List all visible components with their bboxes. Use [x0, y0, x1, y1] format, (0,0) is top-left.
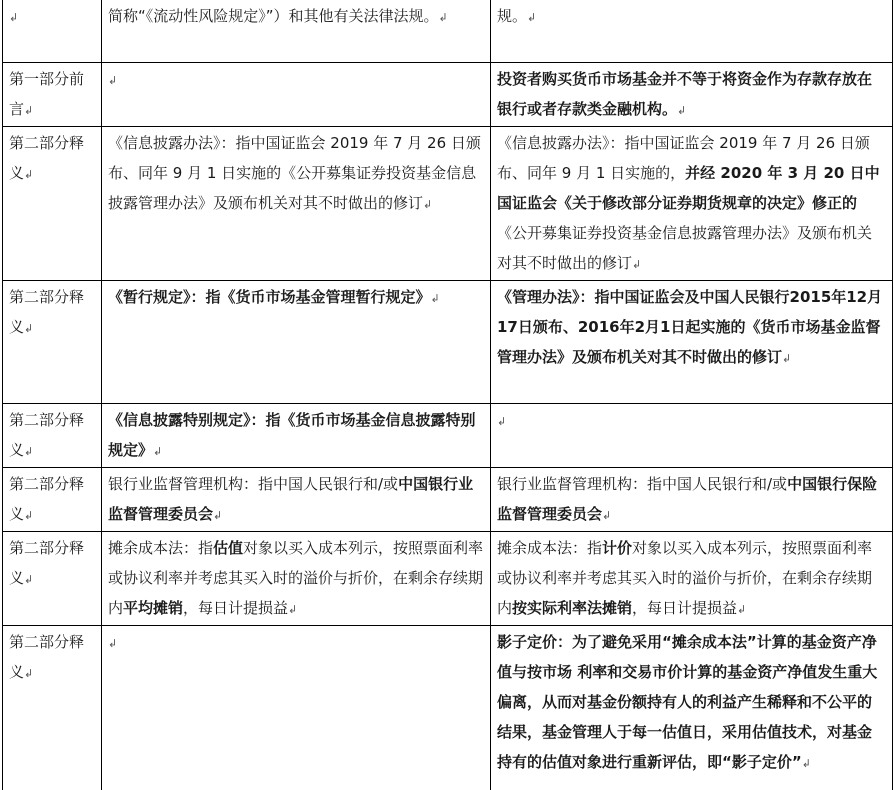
- revised-text-cell: [491, 626, 893, 790]
- revised-text-segment: 投资者购买货币市场基金并不等于将资金作为存款存放在银行或者存款类金融机构。: [497, 70, 873, 118]
- table-row: [3, 63, 893, 127]
- original-text-segment: 《信息披露办法》：指中国证监会 2019 年 7 月 26 日颁布、同年 9 月 1 日实施的《公开募集证券投资基金信息披露管理办法》及颁布机关对其不时做出的修订: [108, 134, 481, 212]
- section-cell: [3, 404, 102, 468]
- original-text-segment: 简称“《流动性风险规定》”）和其他有关法律法规。: [108, 7, 439, 25]
- revised-text-segment: 《信息披露办法》：指中国证监会 2019 年 7 月 26 日颁布、同年 9 月 1 日实施的，: [497, 134, 870, 182]
- original-text-segment: 《信息披露特别规定》：指《货币市场基金信息披露特别规定》: [108, 411, 476, 459]
- section-label: 第二部分释义: [9, 475, 85, 523]
- revised-text-segment: 按实际利率法摊销: [512, 599, 633, 617]
- revised-text-segment: 中国银行保险监督管理委员会: [497, 475, 878, 523]
- table-row: [3, 0, 893, 63]
- paragraph-mark-icon: [108, 74, 117, 87]
- paragraph-mark-icon: [737, 603, 746, 616]
- original-text-segment: 估值: [213, 539, 244, 557]
- section-cell: [3, 0, 102, 63]
- revised-text-segment: 《管理办法》：指中国证监会及中国人民银行2015年12月17日颁布、2016年2月1日起实施的《货币市场基金监督管理办法》: [497, 288, 883, 366]
- paragraph-mark-icon: [108, 637, 117, 650]
- original-text-cell: [102, 281, 491, 404]
- paragraph-mark-icon: [24, 509, 33, 522]
- revised-text-cell: [491, 468, 893, 532]
- original-text-cell: [102, 0, 491, 63]
- revised-text-segment: 并经 2020 年 3 月 20 日中国证监会《关于修改部分证券期货规章的决定》修正的: [497, 164, 880, 212]
- paragraph-mark-icon: [24, 168, 33, 181]
- section-cell: [3, 626, 102, 790]
- revised-text-cell: [491, 404, 893, 468]
- original-text-segment: 中国银行业监督管理委员会: [108, 475, 474, 523]
- paragraph-mark-icon: [24, 667, 33, 680]
- original-text-segment: ，每日计提损益: [183, 599, 289, 617]
- table-row: [3, 127, 893, 281]
- paragraph-mark-icon: [24, 322, 33, 335]
- revised-text-cell: [491, 281, 893, 404]
- original-text-segment: 摊余成本法：指: [108, 539, 214, 557]
- original-text-cell: [102, 626, 491, 790]
- section-label: 第一部分前言: [9, 70, 85, 118]
- revised-text-segment: 银行业监督管理机构：指中国人民银行和/或: [497, 475, 788, 493]
- original-text-segment: 平均摊销: [123, 599, 184, 617]
- table-row: [3, 532, 893, 626]
- table-row: [3, 404, 893, 468]
- revised-text-segment: 规。: [497, 7, 528, 25]
- revised-text-cell: [491, 0, 893, 63]
- original-text-segment: 对象以买入成本列示，按照票面利率或协议利率并考虑其买入时的溢价与折价，在剩余存续期内: [108, 539, 484, 617]
- original-text-cell: [102, 63, 491, 127]
- section-cell: [3, 281, 102, 404]
- revised-text-cell: [491, 127, 893, 281]
- paragraph-mark-icon: [527, 11, 536, 24]
- paragraph-mark-icon: [602, 509, 611, 522]
- revised-text-segment: 计价: [602, 539, 633, 557]
- revised-text-segment: 及颁布机关对其不时做出的修订: [572, 348, 783, 366]
- revised-text-segment: 《公开募集证券投资基金信息披露管理办法》及颁布机关对其不时做出的修订: [497, 224, 873, 272]
- paragraph-mark-icon: [431, 292, 440, 305]
- table-row: [3, 626, 893, 790]
- original-text-cell: [102, 127, 491, 281]
- paragraph-mark-icon: [9, 11, 18, 24]
- table-row: [3, 468, 893, 532]
- section-label: 第二部分释义: [9, 539, 85, 587]
- original-text-segment: 银行业监督管理机构：指中国人民银行和/或: [108, 475, 399, 493]
- paragraph-mark-icon: [153, 445, 162, 458]
- original-text-cell: [102, 532, 491, 626]
- paragraph-mark-icon: [439, 11, 448, 24]
- comparison-table-body: [3, 0, 893, 790]
- paragraph-mark-icon: [423, 198, 432, 211]
- revised-text-cell: [491, 532, 893, 626]
- paragraph-mark-icon: [213, 509, 222, 522]
- paragraph-mark-icon: [24, 445, 33, 458]
- table-row: [3, 281, 893, 404]
- revised-text-segment: ，每日计提损益: [632, 599, 738, 617]
- paragraph-mark-icon: [802, 757, 811, 770]
- paragraph-mark-icon: [24, 573, 33, 586]
- paragraph-mark-icon: [632, 258, 641, 271]
- section-label: 第二部分释义: [9, 134, 85, 182]
- section-cell: [3, 468, 102, 532]
- original-text-cell: [102, 468, 491, 532]
- comparison-table: [2, 0, 893, 790]
- revised-text-segment: 摊余成本法：指: [497, 539, 603, 557]
- paragraph-mark-icon: [24, 104, 33, 117]
- paragraph-mark-icon: [677, 104, 686, 117]
- revised-text-cell: [491, 63, 893, 127]
- original-text-segment: 《暂行规定》：指《货币市场基金管理暂行规定》: [108, 288, 431, 306]
- paragraph-mark-icon: [497, 415, 506, 428]
- paragraph-mark-icon: [782, 352, 791, 365]
- section-label: 第二部分释义: [9, 633, 85, 681]
- paragraph-mark-icon: [288, 603, 297, 616]
- section-cell: [3, 63, 102, 127]
- section-label: 第二部分释义: [9, 288, 85, 336]
- section-label: 第二部分释义: [9, 411, 85, 459]
- revised-text-segment: 对象以买入成本列示，按照票面利率或协议利率并考虑其买入时的溢价与折价，在剩余存续期内: [497, 539, 873, 617]
- original-text-cell: [102, 404, 491, 468]
- section-cell: [3, 127, 102, 281]
- revised-text-segment: 影子定价：为了避免采用“摊余成本法”计算的基金资产净值与按市场 利率和交易市价计算的基金资产净值发生重大偏离，从而对基金份额持有人的利益产生稀释和不公平的结果，基金管理人于每一估值日，采用估值技术，对基金持有的估值对象进行重新评估，即“影子定价”: [497, 633, 878, 771]
- section-cell: [3, 532, 102, 626]
